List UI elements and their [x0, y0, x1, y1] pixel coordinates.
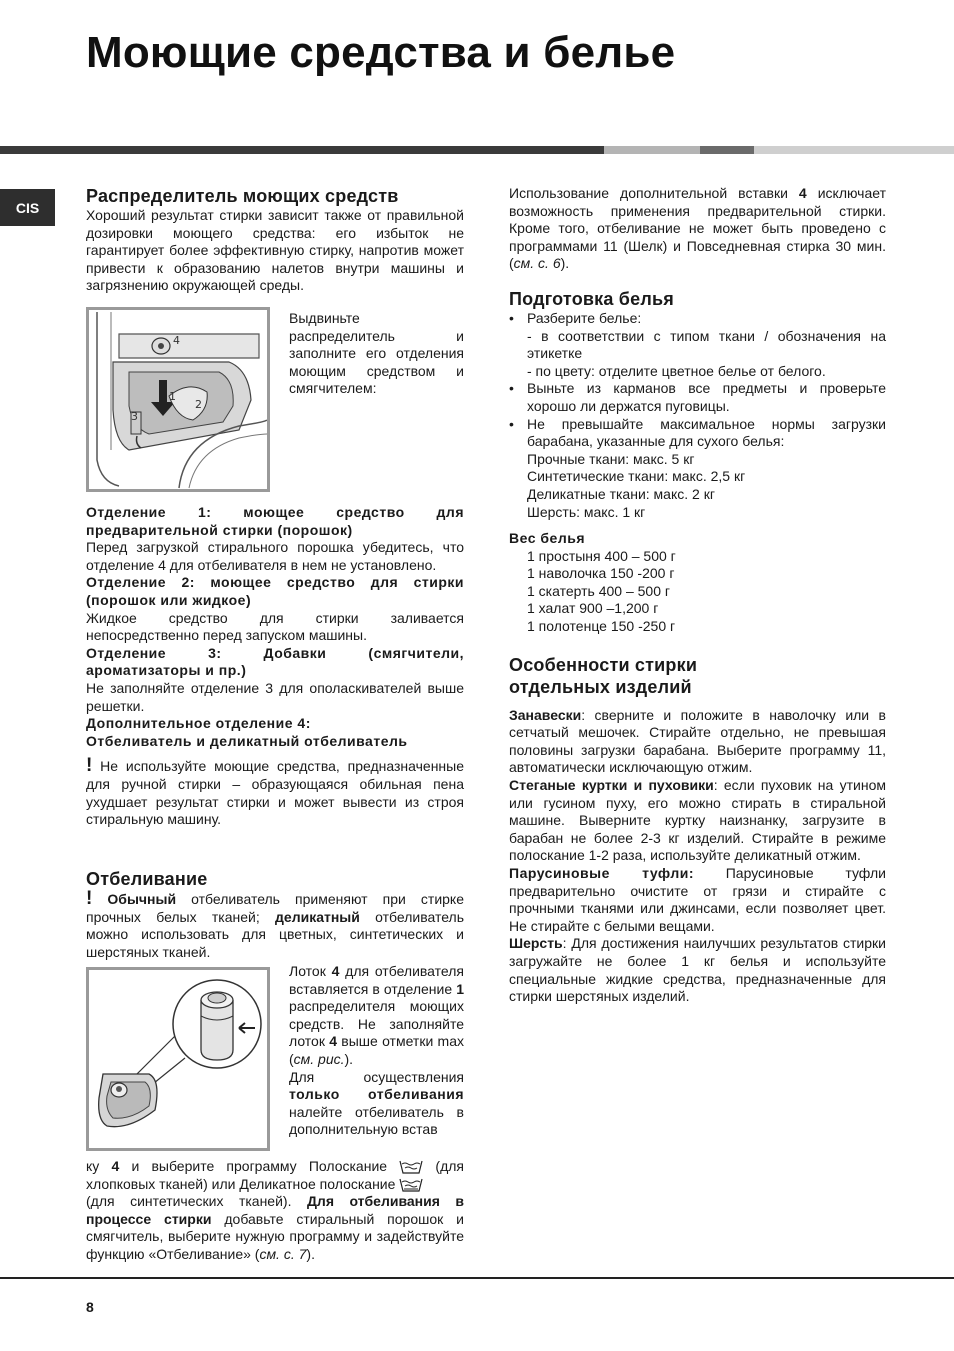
compartment-2-text: Жидкое средство для стирки заливается непосредственно перед запуском машины. — [86, 609, 464, 644]
weight-item: 1 халат 900 –1,200 г — [527, 600, 659, 617]
compartment-2-title: Отделение 2: моющее средство для стирки (порошок или жидкое) — [86, 574, 464, 608]
weight-item: 1 скатерть 400 – 500 г — [527, 582, 670, 599]
bleach-intro-text-1: отбеливатель применяют при стирке прочных белых тканей; — [86, 891, 464, 925]
special-jackets — [509, 777, 886, 865]
dispenser-section-top — [86, 185, 464, 295]
bleach-continuation-text-4: (для синтетических тканей). — [86, 1193, 307, 1210]
weight-list — [509, 548, 886, 636]
bleach-continuation-text-3: (для хлопковых тканей) или Деликатное полоскание — [86, 1158, 464, 1192]
weight-item: 1 наволочка 150 -200 г — [527, 565, 675, 582]
curtains-text: : сверните и положите в наволочку или в сетчатый мешочек. Стирайте отдельно, не превышая половины загрузки барабана. Выберите программу 11, автоматически исключающую отжим. — [509, 706, 886, 776]
bleach-caption-text-4: выше отметки max ( — [289, 1033, 464, 1067]
dispenser-fig-caption: Выдвиньте распределитель и заполните его отделения моющим средством и смягчителем: — [289, 310, 464, 397]
special-shoes — [509, 865, 886, 935]
bleach-delicate-label: деликатный — [275, 908, 360, 925]
prep-list — [509, 310, 886, 521]
compartment-3-title: Отделение 3: Добавки (смягчители, ароматизаторы и пр.) — [86, 644, 464, 679]
compartment-1-title: Отделение 1: моющее средство для предварительной стирки (порошок) — [86, 504, 464, 538]
special-curtains — [509, 707, 886, 777]
bleach-caption-figure-ref: см. рис. — [293, 1050, 345, 1067]
bleach-intro-text-2: отбеливатель можно использовать для цветных, синтетических и шерстяных тканей. — [86, 908, 465, 960]
insert-note-text-1: Использование дополнительной вставки — [509, 185, 799, 201]
wool-label: Шерсть — [509, 935, 563, 952]
bleach-caption-tray-number: 4 — [331, 963, 340, 979]
warning-icon: ! — [86, 755, 93, 777]
bleach-fig-caption — [289, 963, 464, 1139]
header-bar-dark — [0, 146, 604, 154]
compartment-4-title: Дополнительное отделение 4: — [86, 715, 311, 732]
prep-item-load — [509, 416, 886, 522]
wool-text: : Для достижения наилучших результатов стирки загружайте не более 1 кг белья и используйте специальные жидкие средства, предназначенные для стирки шерстяных изделий. — [509, 935, 886, 1005]
load-limit-synthetic: Синтетические ткани: макс. 2,5 кг — [527, 468, 746, 485]
prep-subitem-color: - по цвету: отделите цветное белье от белого. — [527, 362, 826, 379]
special-heading-line-1: Особенности стирки — [509, 654, 698, 675]
footer-rule — [0, 1277, 954, 1279]
prep-item-pockets — [509, 380, 886, 415]
load-limit-wool: Шерсть: макс. 1 кг — [527, 503, 646, 520]
fig-label-2: 2 — [195, 398, 202, 411]
shoes-label: Парусиновые туфли: — [509, 865, 694, 881]
weight-title: Вес белья — [509, 530, 585, 547]
insert-note-text-3: ). — [560, 255, 570, 272]
header-bar-light — [604, 146, 700, 154]
right-column — [509, 185, 886, 1006]
compartment-1-text: Перед загрузкой стирального порошка убедитесь, что отделение 4 для отбеливателя в нем не установлено. — [86, 539, 464, 573]
bleach-caption-text-3: распределителя моющих средств. Не заполняйте лоток — [289, 998, 464, 1050]
load-limit-durable: Прочные ткани: макс. 5 кг — [527, 450, 695, 467]
bleach-during-wash-label: Для отбеливания в процессе стирки — [86, 1193, 465, 1227]
dispenser-intro: Хороший результат стирки зависит также от правильной дозировки моющего средства: его избыток не гарантирует более эффективную стирку, напротив может привести к образованию налетов внутри машины и загрязнению окружающей среды. — [86, 207, 464, 294]
bleach-continuation-text-1: ку — [86, 1158, 112, 1174]
bleach-tray-illustration — [89, 970, 267, 1148]
jackets-text: : если пуховик на утином или гусином пуху, его можно стирать в стиральной машине. Выверните куртку наизнанку, загрузите в барабан не более 2-3 кг изделий. Стирайте в режиме полоскание 1-2 раза, используйте деликатный отжим. — [509, 777, 886, 864]
dispenser-heading: Распределитель моющих средств — [86, 186, 399, 206]
bleach-section — [86, 868, 464, 961]
bleach-caption-text-7: налейте отбеливатель в дополнительную встав — [289, 1103, 464, 1138]
load-limit-delicate: Деликатные ткани: макс. 2 кг — [527, 485, 715, 502]
weight-item: 1 простыня 400 – 500 г — [527, 547, 676, 564]
fig-label-3: 3 — [131, 410, 138, 423]
prep-item-sort — [509, 310, 886, 380]
insert-note-page-ref: см. с. 6 — [513, 255, 561, 272]
bleach-caption-compartment-number: 1 — [456, 980, 464, 997]
shoes-text: Парусиновые туфли предварительно очистите от грязи и стирайте с прочными тканями или джинсами, если позволяет цвет. Не стирайте с белыми вещами. — [509, 865, 886, 934]
page-title: Моющие средства и белье — [86, 28, 676, 77]
header-bar-lightest — [754, 146, 954, 154]
bleach-continuation-text-5: добавьте стиральный порошок и смягчитель, выберите нужную программу и задействуйте функцию «Отбеливание» ( — [86, 1210, 464, 1262]
prep-item-pockets-text: • Выньте из карманов все предметы и проверьте хорошо ли держатся пуговицы. — [527, 380, 886, 414]
jackets-label: Стеганые куртки и пуховики — [509, 777, 714, 794]
dispenser-drawer-illustration — [89, 310, 267, 489]
dispenser-warning — [86, 757, 464, 828]
bleach-page-ref: см. с. 7 — [259, 1245, 307, 1262]
weight-item: 1 полотенце 150 -250 г — [527, 618, 676, 635]
dispenser-figure — [86, 307, 270, 492]
curtains-label: Занавески — [509, 706, 582, 723]
bleach-continuation-text-2: и выберите программу Полоскание — [119, 1158, 400, 1174]
bleach-continuation-insert-number: 4 — [111, 1158, 120, 1174]
prep-subitem-type: - в соответствии с типом ткани / обозначения на этикетке — [527, 327, 886, 362]
prep-heading: Подготовка белья — [509, 288, 674, 309]
bleach-figure — [86, 967, 270, 1151]
bleach-intro — [86, 890, 464, 961]
prep-item-sort-text: • Разберите белье: — [527, 309, 642, 326]
special-heading — [509, 654, 886, 698]
rinse-icon — [399, 1160, 423, 1174]
insert-note — [509, 185, 886, 273]
bleach-caption-text-5: ). — [344, 1050, 354, 1067]
bleach-continuation — [86, 1158, 464, 1264]
compartments-list — [86, 504, 464, 829]
bleach-continuation-text — [86, 1158, 464, 1264]
fig-label-1: 1 — [169, 390, 176, 403]
bleach-normal-label: Обычный — [107, 891, 177, 907]
compartment-4-subtitle: Отбеливатель и деликатный отбеливатель — [86, 732, 408, 749]
bleach-heading: Отбеливание — [86, 869, 208, 889]
special-wool — [509, 935, 886, 1005]
delicate-rinse-icon — [399, 1178, 423, 1192]
bleach-caption-text-2: для отбеливателя вставляется в отделение — [289, 963, 464, 997]
bleach-caption-text-6: Для осуществления — [289, 1068, 464, 1085]
bleach-caption-tray-number-2: 4 — [329, 1033, 338, 1050]
page-number: 8 — [86, 1299, 94, 1315]
insert-note-number: 4 — [798, 185, 807, 201]
compartment-3-text: Не заполняйте отделение 3 для ополаскивателей выше решетки. — [86, 679, 464, 714]
bleach-caption-text-1: Лоток — [289, 963, 332, 979]
bleach-continuation-text-6: ). — [306, 1245, 315, 1262]
fig-label-4: 4 — [173, 334, 180, 347]
bleach-only-label: только отбеливания — [289, 1086, 464, 1103]
header-bar-mid — [700, 146, 754, 154]
warning-icon: ! — [86, 888, 93, 909]
language-tab: CIS — [0, 189, 55, 226]
dispenser-warning-text: Не используйте моющие средства, предназначенные для ручной стирки – образующаяся обильная пена ухудшает результат стирки и может вывести из строя стиральную машину. — [86, 758, 465, 828]
prep-item-load-text: • Не превышайте максимальное нормы загрузки барабана, указанные для сухого белья: — [527, 415, 886, 450]
insert-note-text-2: исключает возможность применения предварительной стирки. Кроме того, отбеливание не может быть проведено с программами 11 (Шелк) и Повседневная стирка 30 мин. ( — [509, 185, 886, 272]
special-heading-line-2: отдельных изделий — [509, 676, 692, 697]
